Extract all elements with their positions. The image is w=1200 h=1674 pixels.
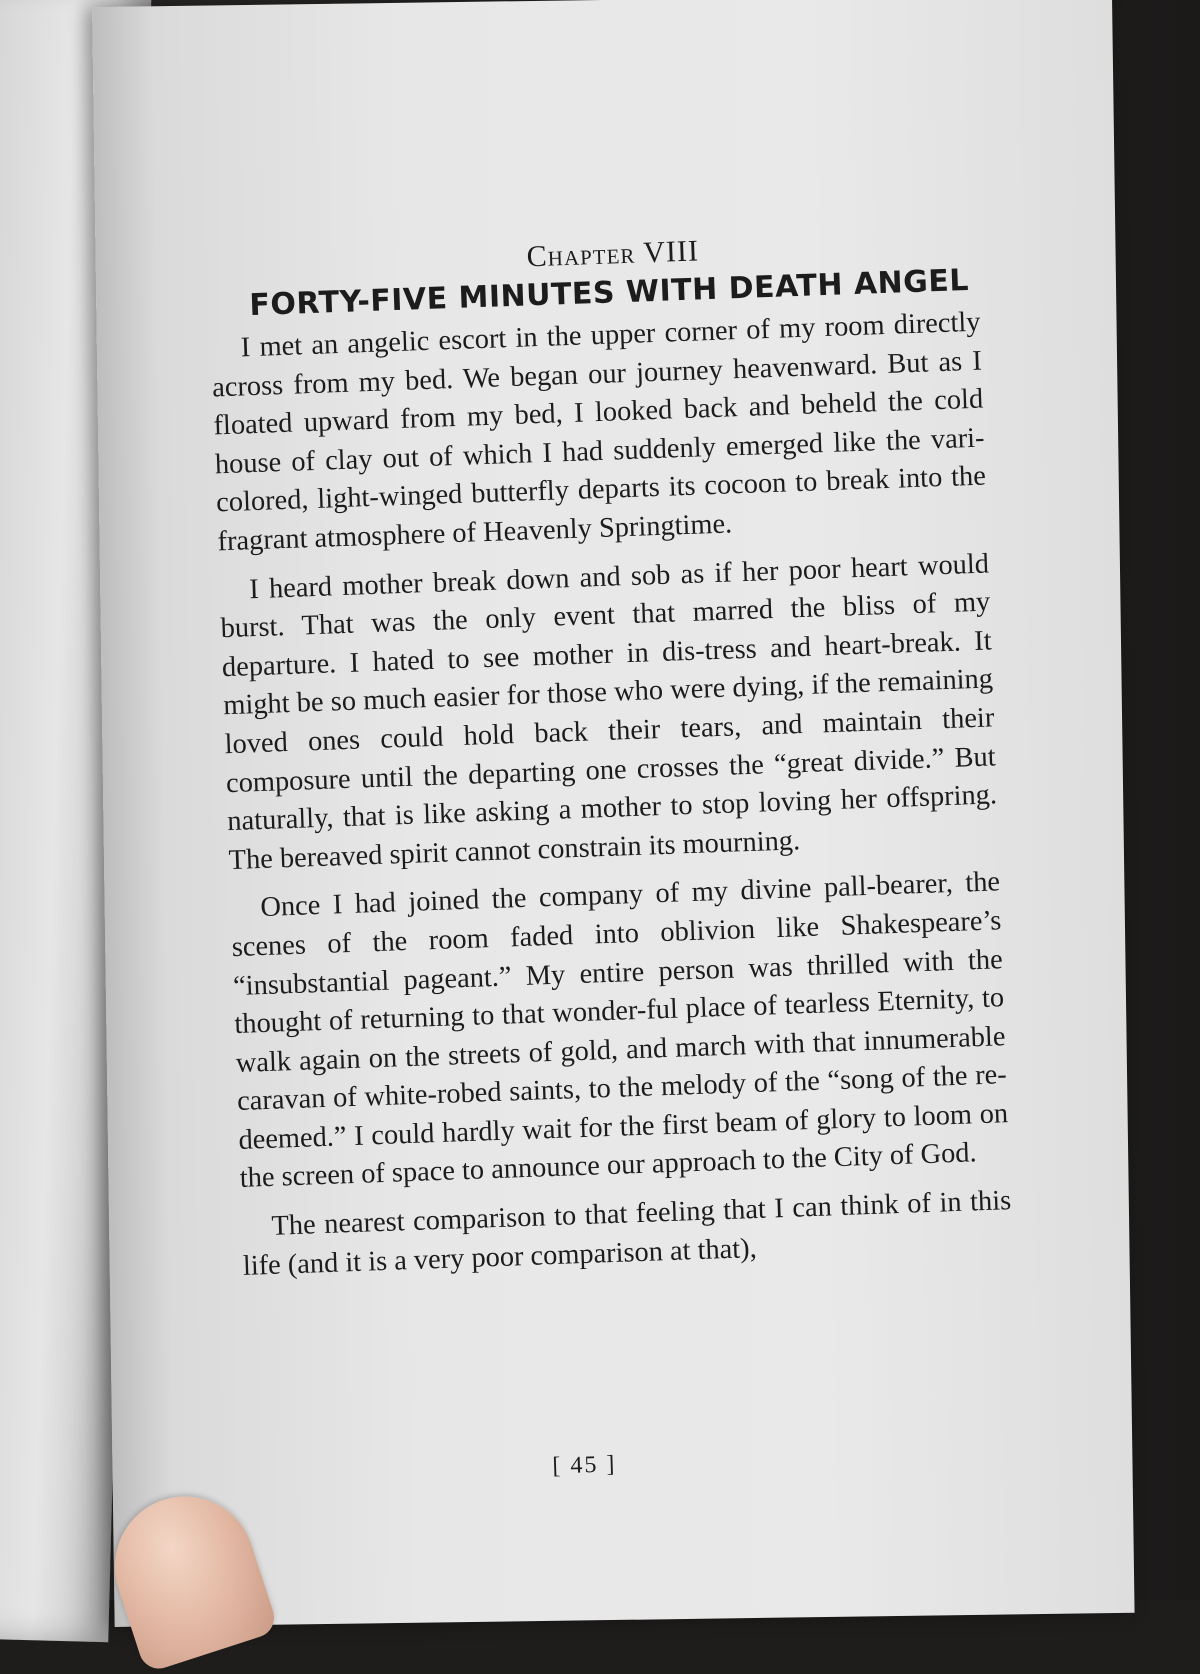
paragraph-4: The nearest comparison to that feeling that I can think of in this life (and it is a very poor comparison at that), [242, 1185, 1012, 1282]
page-text-block [207, 225, 1013, 1296]
chapter-label: Chapter VIII [526, 234, 700, 274]
paragraph-1: I met an angelic escort in the upper corner of my room directly across from my bed. We began our journey heavenward. But as I floated upward from my bed, I looked back and beheld the cold house of clay out of which I had suddenly emerged like the vari-colored, light-winged butterfly departs its cocoon to break into the fragrant atmosphere of Heavenly Springtime. [211, 306, 987, 558]
paragraph-3: Once I had joined the company of my divine pall-bearer, the scenes of the room faded into oblivion like Shakespeare’s “insubstantial pageant.” My entire person was thrilled with the thought of returning to that wonder-ful place of tearless Eternity, to walk again on the streets of gold, and march with that innumerable caravan of white-robed saints, to the melody of the “song of the re-deemed.” I could hardly wait for the first beam of glory to loom on the screen of space to announce our approach to the City of God. [231, 866, 1009, 1195]
chapter-title: FORTY-FIVE MINUTES WITH DEATH ANGEL [248, 262, 970, 324]
book-page [92, 0, 1135, 1627]
paragraph-2: I heard mother break down and sob as if her poor heart would burst. That was the only event that marred the bliss of my departure. I hated to see mother in dis-tress and heart-break. It might be so much easier for those who were dying, if the remaining loved ones could hold back their tears, and maintain their composure until the departing one crosses the “great divide.” But naturally, that is like asking a mother to stop loving her offspring. The bereaved spirit cannot constrain its mourning. [220, 548, 998, 876]
page-number: [ 45 ] [552, 1451, 617, 1480]
